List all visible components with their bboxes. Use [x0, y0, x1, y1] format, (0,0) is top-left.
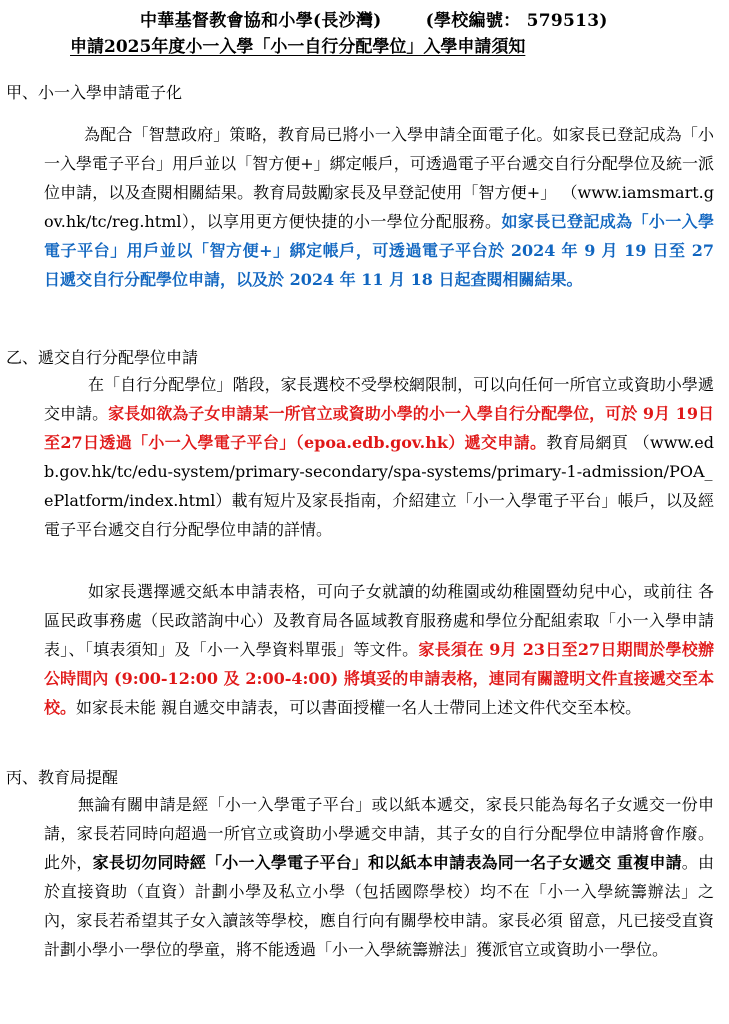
- section-b-p2-text: 如家長選擇遞交紙本申請表格，可向子女就讀的幼稚園或幼稚園暨幼兒中心，或前往 各區民政事務處（民政諮詢中心）及教育局各區域教育服務處和學位分配組索取「小一入學申請表」、「填表須知」及「小一入學資料單張」等文件。: [44, 582, 714, 659]
- section-a-heading: 甲、小一入學申請電子化: [6, 83, 183, 102]
- section-c-bold-warning: 家長切勿同時經「小一入學電子平台」和以紙本申請表為同一名子女遞交 重複申請: [92, 853, 682, 872]
- section-c-text: 無論有關申請是經「小一入學電子平台」或以紙本遞交，家長只能為每名子女遞交一份申請，家長若同時向超過一所官立或資助小學遞交申請，其子女的自行分配學位申請將會作廢。此外，: [44, 795, 714, 872]
- school-name: 中華基督教會協和小學(長沙灣): [140, 11, 382, 31]
- section-b-tail: 教育局網頁 （www.edb.gov.hk/tc/edu-system/primary-secondary/spa-systems/primary-1-admission/POA_ePlatform/index.html）載有短片及家長指南，介紹建立「小一入學電子平台」帳戶，以及經電子平台遞交自行分配學位申請的詳情。: [44, 433, 714, 539]
- section-c-heading: 丙、教育局提醒: [6, 768, 119, 787]
- section-b-p2-tail: 如家長未能 親自遞交申請表，可以書面授權一名人士帶同上述文件代交至本校。: [76, 698, 642, 717]
- section-b-red-highlight: 家長如欲為子女申請某一所官立或資助小學的小一入學自行分配學位，可於 9月 19日至27日透過「小一入學電子平台」（epoa.edb.gov.hk）遞交申請。: [44, 404, 714, 452]
- section-b-paragraph-2: [44, 577, 714, 722]
- section-a-paragraph: [44, 120, 714, 294]
- section-b-text: 在「自行分配學位」階段，家長選校不受學校網限制，可以向任何一所官立或資助小學遞交申請。: [44, 375, 714, 423]
- school-header: [140, 6, 608, 31]
- document-title: 申請2025年度小一入學「小一自行分配學位」入學申請須知: [70, 37, 526, 57]
- section-a-blue-highlight: 如家長已登記成為「小一入學電子平台」用戶並以「智方便+」綁定帳戶，可透過電子平台於 2024 年 9 月 19 日至 27 日遞交自行分配學位申請，以及於 2024 年 11 月 18 日起查閱相關結果。: [44, 212, 714, 289]
- section-b-heading: 乙、遞交自行分配學位申請: [6, 348, 199, 367]
- section-b-paragraph-1: [44, 370, 714, 544]
- section-c-tail: 。由於直接資助（直資）計劃小學及私立小學（包括國際學校）均不在「小一入學統籌辦法」之內，家長若希望其子女入讀該等學校，應自行向有關學校申請。家長必須 留意，凡已接受直資計劃小學小一學位的學童，將不能透過「小一入學統籌辦法」獲派官立或資助小一學位。: [44, 853, 714, 959]
- section-b-p2-red-highlight: 家長須在 9月 23日至27日期間於學校辦公時間內 (9:00-12:00 及 2:00-4:00) 將填妥的申請表格，連同有關證明文件直接遞交至本校。: [44, 640, 714, 717]
- section-c-paragraph: [44, 790, 714, 964]
- school-code: (學校編號： 579513): [425, 11, 608, 31]
- section-a-text: 為配合「智慧政府」策略，教育局已將小一入學申請全面電子化。如家長已登記成為「小一入學電子平台」用戶並以「智方便+」綁定帳戶，可透過電子平台遞交自行分配學位及統一派位申請，以及查閱相關結果。教育局鼓勵家長及早登記使用「智方便+」 （www.iamsmart.gov.hk/tc/reg.html），以享用更方便快捷的小一學位分配服務。: [44, 125, 714, 231]
